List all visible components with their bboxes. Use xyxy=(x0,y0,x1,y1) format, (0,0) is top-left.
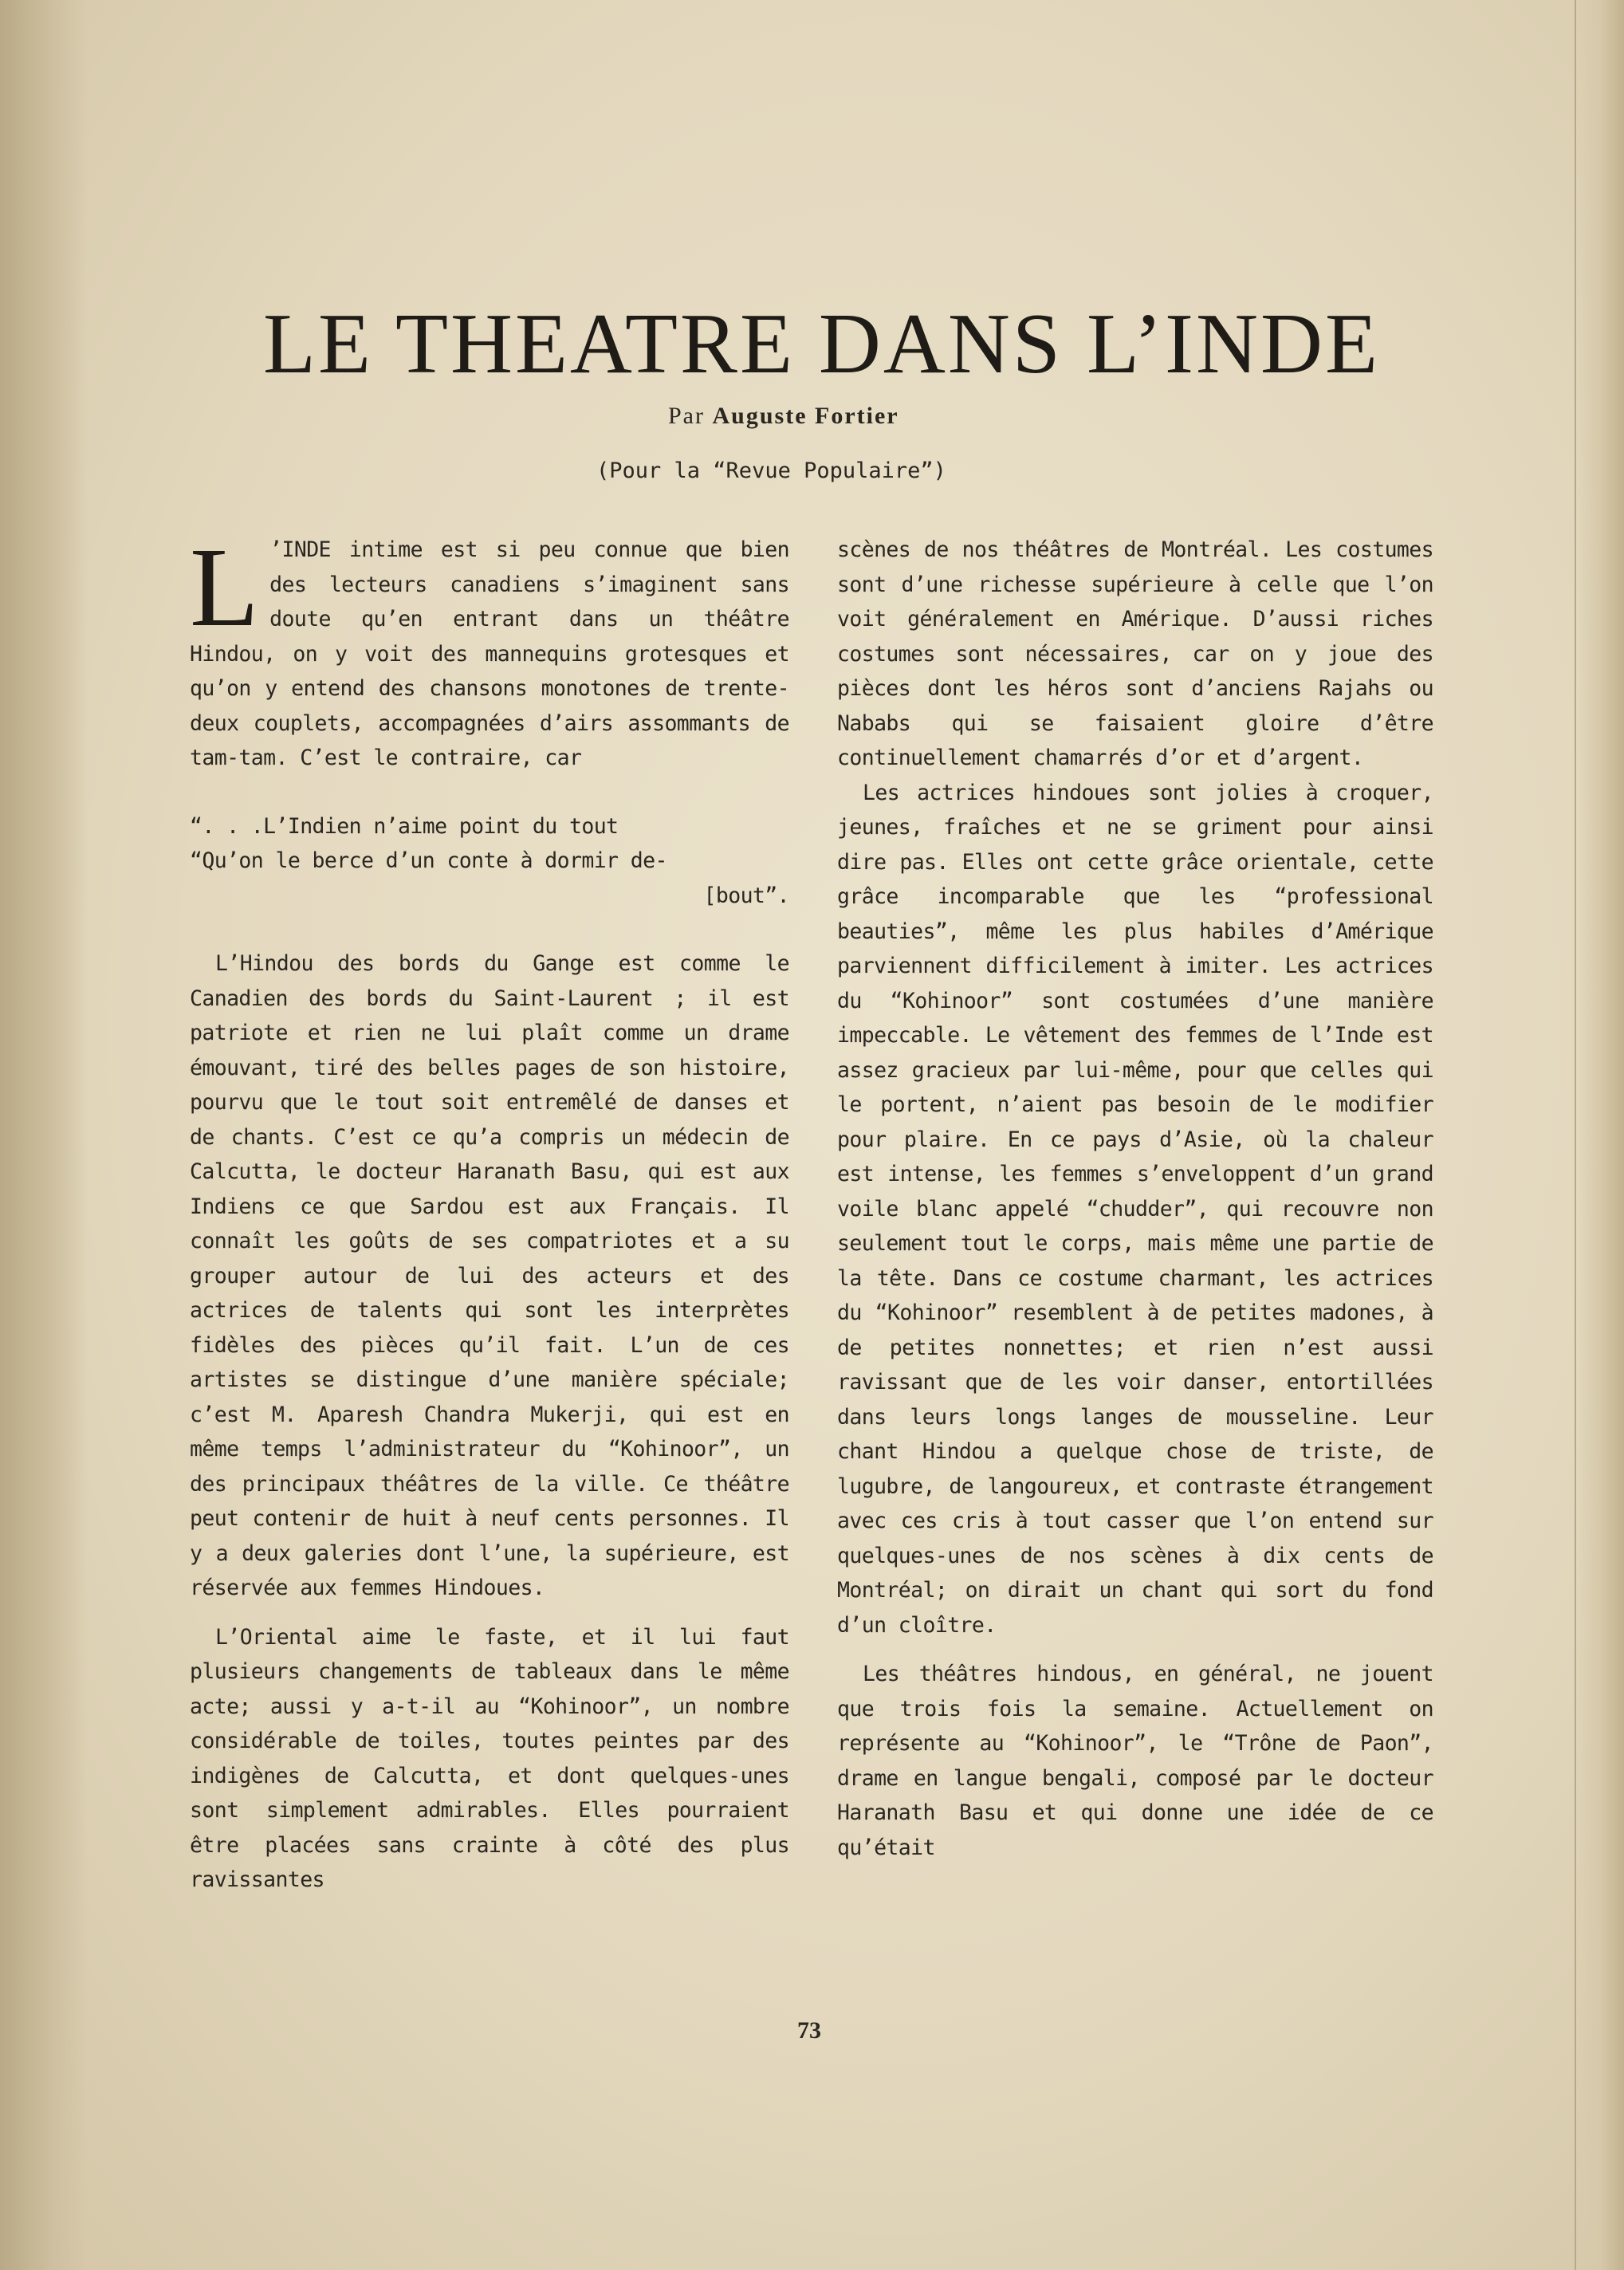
source-note: (Pour la “Revue Populaire”) xyxy=(596,458,946,483)
paragraph-6: Les théâtres hindous, en général, ne jouent que trois fois la semaine. Actuellement on représente au “Kohinoor”, le “Trône de Paon”, drame en langue bengali, composé par le docteur Haranath Basu et qui donne une idée de ce qu’était xyxy=(837,1662,1433,1860)
paragraph-intro-text: ’INDE intime est si peu connue que bien des lecteurs canadiens s’imaginent sans doute qu’en entrant dans un théâtre Hindou, on y voit des mannequins grotesques et qu’on y entend des chansons monotones de trente-deux couplets, accompagnées d’airs assommants de tam-tam. C’est le contraire, car xyxy=(190,537,789,770)
drop-cap: L xyxy=(190,524,259,650)
paragraph-4: scènes de nos théâtres de Montréal. Les costumes sont d’une richesse supérieure à celle que l’on voit généralement en Amérique. D’aussi riches costumes sont nécessaires, car on y joue des pièces dont les héros sont d’anciens Rajahs ou Nababs qui se faisaient gloire d’être continuellement chamarrés d’or et d’argent. xyxy=(837,537,1433,770)
column-right xyxy=(837,533,1433,1865)
byline xyxy=(668,403,899,430)
paragraph-intro xyxy=(190,524,789,776)
article-title: LE THEATRE DANS L’INDE xyxy=(263,297,1380,391)
paragraph-5: Les actrices hindoues sont jolies à croquer, jeunes, fraîches et ne se griment pour ainsi dire pas. Elles ont cette grâce orientale, cette grâce incomparable que les “professional beauties”, même les plus habiles d’Amérique parviennent difficilement à imiter. Les actrices du “Kohinoor” sont costumées d’une manière impeccable. Le vêtement des femmes de l’Inde est assez gracieux par lui-même, pour que celles qui le portent, n’aient pas besoin de le modifier pour plaire. En ce pays d’Asie, où la chaleur est intense, les femmes s’enveloppent d’un grand voile blanc appelé “chudder”, qui recouvre non seulement tout le corps, mais même une partie de la tête. Dans ce costume charmant, les actrices du “Kohinoor” resemblent à de petites madones, à de petites nonnettes; et rien n’est aussi ravissant que de les voir danser, entortillées dans leurs longs langes de mousseline. Leur chant Hindou a quelque chose de triste, de lugubre, de langoureux, et contraste étrangement avec ces cris à tout casser que l’on entend sur quelques-unes de nos scènes à dix cents de Montréal; on dirait un chant qui sort du fond d’un cloître. xyxy=(837,780,1433,1638)
verse-line-3: [bout”. xyxy=(703,883,789,908)
verse-line-2: “Qu’on le berce d’un conte à dormir de- xyxy=(190,848,667,873)
paragraph-2: L’Hindou des bords du Gange est comme le Canadien des bords du Saint-Laurent ; il est patriote et rien ne lui plaît comme un drame émouvant, tiré des belles pages de son histoire, pourvu que le tout soit entremêlé de danses et de chants. C’est ce qu’a compris un médecin de Calcutta, le docteur Haranath Basu, qui est aux Indiens ce que Sardou est aux Français. Il connaît les goûts de ses compatriotes et a su grouper autour de lui des acteurs et des actrices de talents qui sont les interprètes fidèles des pièces qu’il fait. L’un de ces artistes se distingue d’une manière spéciale; c’est M. Aparesh Chandra Mukerji, qui est en même temps l’administrateur du “Kohinoor”, un des principaux théâtres de la ville. Ce théâtre peut contenir de huit à neuf cents personnes. Il y a deux galeries dont l’une, la supérieure, est réservée aux femmes Hindoues. xyxy=(190,951,789,1600)
page-number: 73 xyxy=(797,2017,821,2044)
verse-quote xyxy=(190,809,789,914)
byline-prefix: Par xyxy=(668,403,705,429)
column-left xyxy=(190,524,789,1898)
binding-shadow xyxy=(0,0,88,2270)
page-edge xyxy=(1575,0,1624,2270)
author-name: Auguste Fortier xyxy=(712,403,899,429)
paragraph-3: L’Oriental aime le faste, et il lui faut plusieurs changements de tableaux dans le même acte; aussi y a-t-il au “Kohinoor”, un nombre considérable de toiles, toutes peintes par des indigènes de Calcutta, et dont quelques-unes sont simplement admirables. Elles pourraient être placées sans crainte à côté des plus ravissantes xyxy=(190,1624,789,1892)
verse-line-1: “. . .L’Indien n’aime point du tout xyxy=(190,813,619,839)
